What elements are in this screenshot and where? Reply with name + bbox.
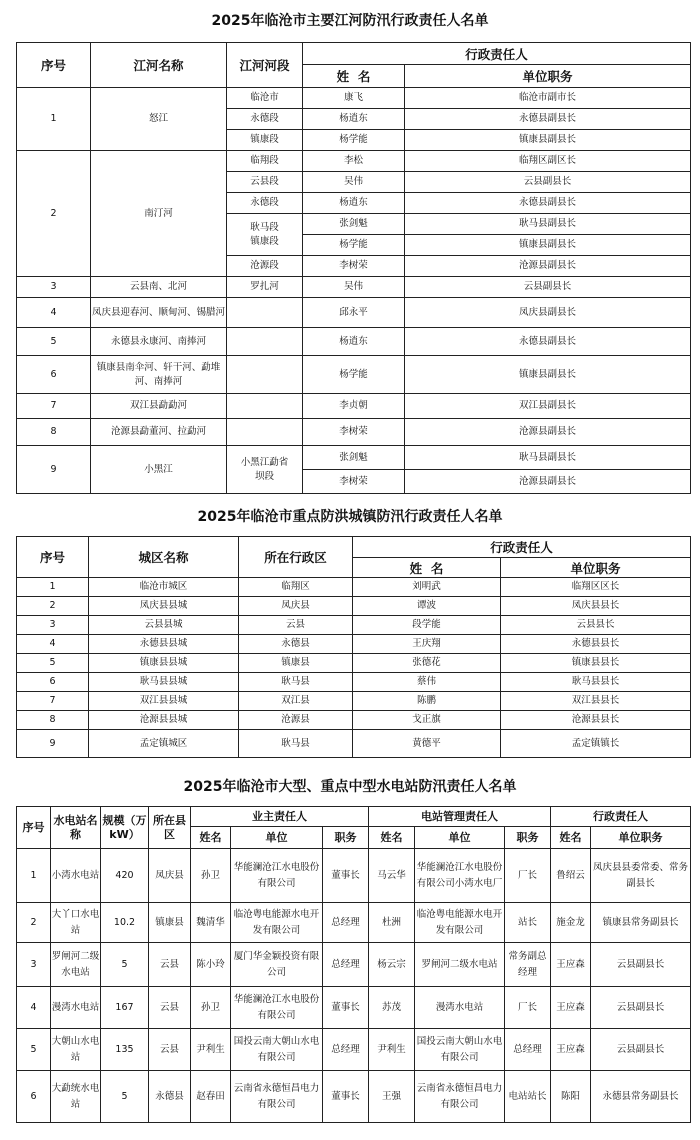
cell-no: 7 bbox=[17, 394, 91, 419]
header-owner-name: 姓名 bbox=[191, 827, 231, 849]
cell-manager-unit: 临沧粤电能源水电开发有限公司 bbox=[415, 903, 505, 943]
cell-owner-unit: 华能澜沧江水电股份有限公司 bbox=[231, 987, 323, 1029]
cell-name: 李树荣 bbox=[303, 470, 405, 494]
cell-county: 镇康县 bbox=[149, 903, 191, 943]
cell-owner-duty: 总经理 bbox=[323, 1029, 369, 1071]
cell-river: 凤庆县迎春河、顺甸河、锡腊河 bbox=[91, 298, 227, 328]
cell-name: 邱永平 bbox=[303, 298, 405, 328]
cell-no: 5 bbox=[17, 1029, 51, 1071]
cell-station: 罗闸河二级水电站 bbox=[51, 943, 101, 987]
cell-name: 黄德平 bbox=[353, 730, 501, 758]
cell-district: 耿马县 bbox=[239, 730, 353, 758]
cell-name: 戈正旗 bbox=[353, 711, 501, 730]
cell-admin-post: 永德县常务副县长 bbox=[591, 1071, 691, 1123]
cell-name: 李松 bbox=[303, 151, 405, 172]
cell-no: 5 bbox=[17, 328, 91, 356]
cell-no: 3 bbox=[17, 943, 51, 987]
cell-county: 云县 bbox=[149, 943, 191, 987]
rivers-table bbox=[16, 42, 691, 494]
cell-station: 大勐统水电站 bbox=[51, 1071, 101, 1123]
cell-post: 永德县副县长 bbox=[405, 193, 691, 214]
cell-manager-name: 杜洲 bbox=[369, 903, 415, 943]
cell-city: 孟定镇城区 bbox=[89, 730, 239, 758]
cell-admin-post: 凤庆县县委常委、常务副县长 bbox=[591, 849, 691, 903]
header-scale: 规模（万kW） bbox=[101, 807, 149, 849]
cell-no: 6 bbox=[17, 673, 89, 692]
cell-post: 镇康县副县长 bbox=[405, 356, 691, 394]
cell-district: 耿马县 bbox=[239, 673, 353, 692]
cell-admin-name: 施金龙 bbox=[551, 903, 591, 943]
header-admin-post: 单位职务 bbox=[591, 827, 691, 849]
cell-scale: 135 bbox=[101, 1029, 149, 1071]
header-name: 姓 名 bbox=[353, 558, 501, 578]
cell-owner-unit: 国投云南大朝山水电有限公司 bbox=[231, 1029, 323, 1071]
cell-post: 镇康县副县长 bbox=[405, 130, 691, 151]
cell-no: 8 bbox=[17, 419, 91, 446]
cell-owner-duty: 董事长 bbox=[323, 849, 369, 903]
cell-post: 凤庆县县长 bbox=[501, 597, 691, 616]
cell-station: 小湾水电站 bbox=[51, 849, 101, 903]
cell-segment bbox=[227, 328, 303, 356]
cell-name: 杨学能 bbox=[303, 356, 405, 394]
cell-no: 2 bbox=[17, 151, 91, 277]
cell-post: 云县副县长 bbox=[405, 277, 691, 298]
cell-name: 蔡伟 bbox=[353, 673, 501, 692]
cell-station: 漫湾水电站 bbox=[51, 987, 101, 1029]
header-manager: 电站管理责任人 bbox=[369, 807, 551, 827]
header-manager-name: 姓名 bbox=[369, 827, 415, 849]
cell-post: 沧源县县长 bbox=[501, 711, 691, 730]
cell-name: 陈鹏 bbox=[353, 692, 501, 711]
header-segment: 江河河段 bbox=[227, 43, 303, 88]
cell-manager-unit: 云南省永德恒昌电力有限公司 bbox=[415, 1071, 505, 1123]
cell-no: 1 bbox=[17, 88, 91, 151]
header-name: 姓 名 bbox=[303, 65, 405, 88]
cell-scale: 167 bbox=[101, 987, 149, 1029]
cell-name: 刘明武 bbox=[353, 578, 501, 597]
cell-name: 李树荣 bbox=[303, 256, 405, 277]
cell-no: 8 bbox=[17, 711, 89, 730]
cell-manager-duty: 厂长 bbox=[505, 987, 551, 1029]
cell-name: 杨逍东 bbox=[303, 193, 405, 214]
cell-no: 1 bbox=[17, 849, 51, 903]
cell-river: 双江县勐勐河 bbox=[91, 394, 227, 419]
cell-post: 沧源县副县长 bbox=[405, 470, 691, 494]
cell-name: 康飞 bbox=[303, 88, 405, 109]
cell-no: 4 bbox=[17, 298, 91, 328]
cell-post: 沧源县副县长 bbox=[405, 256, 691, 277]
cell-owner-name: 尹利生 bbox=[191, 1029, 231, 1071]
cell-river: 南汀河 bbox=[91, 151, 227, 277]
header-district: 所在行政区 bbox=[239, 537, 353, 578]
cell-admin-name: 陈阳 bbox=[551, 1071, 591, 1123]
cell-admin-post: 云县副县长 bbox=[591, 1029, 691, 1071]
cell-county: 永德县 bbox=[149, 1071, 191, 1123]
cell-post: 永德县县长 bbox=[501, 635, 691, 654]
cell-name: 段学能 bbox=[353, 616, 501, 635]
cell-city: 双江县县城 bbox=[89, 692, 239, 711]
cell-post: 凤庆县副县长 bbox=[405, 298, 691, 328]
cell-post: 永德县副县长 bbox=[405, 109, 691, 130]
cell-no: 4 bbox=[17, 987, 51, 1029]
cell-post: 镇康县县长 bbox=[501, 654, 691, 673]
cell-post: 临翔区区长 bbox=[501, 578, 691, 597]
cell-name: 吴伟 bbox=[303, 172, 405, 193]
cell-manager-name: 苏茂 bbox=[369, 987, 415, 1029]
cell-station: 大朝山水电站 bbox=[51, 1029, 101, 1071]
cell-name: 杨逍东 bbox=[303, 328, 405, 356]
cell-no: 3 bbox=[17, 616, 89, 635]
header-river: 江河名称 bbox=[91, 43, 227, 88]
cell-river: 云县南、北河 bbox=[91, 277, 227, 298]
cell-post: 临翔区副区长 bbox=[405, 151, 691, 172]
cell-post: 耿马县县长 bbox=[501, 673, 691, 692]
cell-name: 吴伟 bbox=[303, 277, 405, 298]
cell-district: 双江县 bbox=[239, 692, 353, 711]
cell-post: 临沧市副市长 bbox=[405, 88, 691, 109]
cell-no: 6 bbox=[17, 1071, 51, 1123]
cell-post: 双江县副县长 bbox=[405, 394, 691, 419]
header-group: 行政责任人 bbox=[353, 537, 691, 558]
rivers-title: 2025年临沧市主要江河防汛行政责任人名单 bbox=[211, 13, 489, 29]
cell-name: 杨学能 bbox=[303, 235, 405, 256]
header-post: 单位职务 bbox=[405, 65, 691, 88]
cell-no: 4 bbox=[17, 635, 89, 654]
cell-post: 云县县长 bbox=[501, 616, 691, 635]
cell-admin-name: 王应森 bbox=[551, 987, 591, 1029]
cell-segment: 云县段 bbox=[227, 172, 303, 193]
header-admin: 行政责任人 bbox=[551, 807, 691, 827]
cell-name: 谭波 bbox=[353, 597, 501, 616]
cell-segment bbox=[227, 298, 303, 328]
cell-post: 永德县副县长 bbox=[405, 328, 691, 356]
cell-segment: 临翔段 bbox=[227, 151, 303, 172]
cell-manager-duty: 厂长 bbox=[505, 849, 551, 903]
cell-owner-duty: 董事长 bbox=[323, 1071, 369, 1123]
cell-name: 张剑魁 bbox=[303, 214, 405, 235]
cell-no: 2 bbox=[17, 597, 89, 616]
cell-no: 9 bbox=[17, 446, 91, 494]
cell-manager-unit: 罗闸河二级水电站 bbox=[415, 943, 505, 987]
cell-name: 张德花 bbox=[353, 654, 501, 673]
cell-owner-unit: 厦门华金颖投资有限公司 bbox=[231, 943, 323, 987]
cell-segment bbox=[227, 419, 303, 446]
cell-segment: 镇康段 bbox=[227, 130, 303, 151]
cell-manager-name: 王强 bbox=[369, 1071, 415, 1123]
cell-manager-unit: 国投云南大朝山水电有限公司 bbox=[415, 1029, 505, 1071]
cell-no: 9 bbox=[17, 730, 89, 758]
cell-county: 云县 bbox=[149, 987, 191, 1029]
cell-no: 5 bbox=[17, 654, 89, 673]
cell-no: 7 bbox=[17, 692, 89, 711]
cell-manager-name: 马云华 bbox=[369, 849, 415, 903]
cell-river: 怒江 bbox=[91, 88, 227, 151]
cell-scale: 10.2 bbox=[101, 903, 149, 943]
cell-city: 临沧市城区 bbox=[89, 578, 239, 597]
cell-manager-name: 尹利生 bbox=[369, 1029, 415, 1071]
cell-post: 耿马县副县长 bbox=[405, 214, 691, 235]
header-post: 单位职务 bbox=[501, 558, 691, 578]
header-manager-unit: 单位 bbox=[415, 827, 505, 849]
cell-city: 云县县城 bbox=[89, 616, 239, 635]
cell-county: 云县 bbox=[149, 1029, 191, 1071]
cell-segment: 临沧市 bbox=[227, 88, 303, 109]
cell-segment: 耿马段 镇康段 bbox=[227, 214, 303, 256]
cell-river: 永德县永康河、南捧河 bbox=[91, 328, 227, 356]
cell-owner-unit: 云南省永德恒昌电力有限公司 bbox=[231, 1071, 323, 1123]
cell-segment: 罗扎河 bbox=[227, 277, 303, 298]
cell-owner-name: 陈小玲 bbox=[191, 943, 231, 987]
cell-admin-name: 王应森 bbox=[551, 943, 591, 987]
header-county: 所在县区 bbox=[149, 807, 191, 849]
header-owner-duty: 职务 bbox=[323, 827, 369, 849]
header-owner: 业主责任人 bbox=[191, 807, 369, 827]
cell-owner-name: 孙卫 bbox=[191, 987, 231, 1029]
cell-manager-duty: 电站站长 bbox=[505, 1071, 551, 1123]
cell-county: 凤庆县 bbox=[149, 849, 191, 903]
cell-admin-name: 鲁绍云 bbox=[551, 849, 591, 903]
cell-district: 临翔区 bbox=[239, 578, 353, 597]
cell-city: 凤庆县县城 bbox=[89, 597, 239, 616]
header-no: 序号 bbox=[17, 537, 89, 578]
cell-name: 张剑魁 bbox=[303, 446, 405, 470]
cell-post: 镇康县副县长 bbox=[405, 235, 691, 256]
cell-post: 孟定镇镇长 bbox=[501, 730, 691, 758]
header-city: 城区名称 bbox=[89, 537, 239, 578]
cell-scale: 420 bbox=[101, 849, 149, 903]
cell-no: 1 bbox=[17, 578, 89, 597]
cell-no: 2 bbox=[17, 903, 51, 943]
cell-district: 云县 bbox=[239, 616, 353, 635]
cell-post: 双江县县长 bbox=[501, 692, 691, 711]
cell-scale: 5 bbox=[101, 943, 149, 987]
cell-no: 3 bbox=[17, 277, 91, 298]
hydro-table bbox=[16, 806, 691, 1123]
cell-manager-unit: 华能澜沧江水电股份有限公司小湾水电厂 bbox=[415, 849, 505, 903]
cell-owner-name: 魏清华 bbox=[191, 903, 231, 943]
cell-city: 沧源县县城 bbox=[89, 711, 239, 730]
cell-owner-name: 赵春田 bbox=[191, 1071, 231, 1123]
cell-station: 大丫口水电站 bbox=[51, 903, 101, 943]
cell-owner-unit: 华能澜沧江水电股份有限公司 bbox=[231, 849, 323, 903]
cell-city: 镇康县县城 bbox=[89, 654, 239, 673]
cell-river: 沧源县勐董河、拉勐河 bbox=[91, 419, 227, 446]
cell-admin-post: 云县副县长 bbox=[591, 987, 691, 1029]
header-group: 行政责任人 bbox=[303, 43, 691, 65]
cell-district: 沧源县 bbox=[239, 711, 353, 730]
cell-manager-duty: 常务副总经理 bbox=[505, 943, 551, 987]
cell-no: 6 bbox=[17, 356, 91, 394]
cell-owner-duty: 董事长 bbox=[323, 987, 369, 1029]
cell-segment: 永德段 bbox=[227, 109, 303, 130]
cell-city: 永德县县城 bbox=[89, 635, 239, 654]
cell-segment bbox=[227, 394, 303, 419]
cell-manager-name: 杨云宗 bbox=[369, 943, 415, 987]
cell-owner-duty: 总经理 bbox=[323, 903, 369, 943]
header-owner-unit: 单位 bbox=[231, 827, 323, 849]
cell-segment: 小黑江勐省坝段 bbox=[227, 446, 303, 494]
cell-post: 云县副县长 bbox=[405, 172, 691, 193]
header-no: 序号 bbox=[17, 807, 51, 849]
towns-title: 2025年临沧市重点防洪城镇防汛行政责任人名单 bbox=[197, 509, 503, 525]
cell-manager-duty: 站长 bbox=[505, 903, 551, 943]
towns-table bbox=[16, 536, 691, 758]
cell-name: 杨逍东 bbox=[303, 109, 405, 130]
cell-post: 耿马县副县长 bbox=[405, 446, 691, 470]
header-admin-name: 姓名 bbox=[551, 827, 591, 849]
cell-name: 李贞朝 bbox=[303, 394, 405, 419]
cell-admin-post: 云县副县长 bbox=[591, 943, 691, 987]
cell-segment: 永德段 bbox=[227, 193, 303, 214]
cell-manager-duty: 总经理 bbox=[505, 1029, 551, 1071]
cell-name: 杨学能 bbox=[303, 130, 405, 151]
hydro-title: 2025年临沧市大型、重点中型水电站防汛责任人名单 bbox=[183, 779, 517, 795]
cell-name: 李树荣 bbox=[303, 419, 405, 446]
cell-district: 永德县 bbox=[239, 635, 353, 654]
cell-segment bbox=[227, 356, 303, 394]
cell-owner-unit: 临沧粤电能源水电开发有限公司 bbox=[231, 903, 323, 943]
header-station: 水电站名称 bbox=[51, 807, 101, 849]
cell-city: 耿马县县城 bbox=[89, 673, 239, 692]
header-no: 序号 bbox=[17, 43, 91, 88]
cell-name: 王庆翔 bbox=[353, 635, 501, 654]
cell-district: 镇康县 bbox=[239, 654, 353, 673]
cell-owner-name: 孙卫 bbox=[191, 849, 231, 903]
cell-segment: 沧源段 bbox=[227, 256, 303, 277]
cell-admin-name: 王应森 bbox=[551, 1029, 591, 1071]
header-manager-duty: 职务 bbox=[505, 827, 551, 849]
cell-post: 沧源县副县长 bbox=[405, 419, 691, 446]
cell-river: 镇康县南伞河、轩干河、勐堆河、南捧河 bbox=[91, 356, 227, 394]
cell-district: 凤庆县 bbox=[239, 597, 353, 616]
cell-scale: 5 bbox=[101, 1071, 149, 1123]
cell-manager-unit: 漫湾水电站 bbox=[415, 987, 505, 1029]
cell-river: 小黑江 bbox=[91, 446, 227, 494]
cell-owner-duty: 总经理 bbox=[323, 943, 369, 987]
cell-admin-post: 镇康县常务副县长 bbox=[591, 903, 691, 943]
